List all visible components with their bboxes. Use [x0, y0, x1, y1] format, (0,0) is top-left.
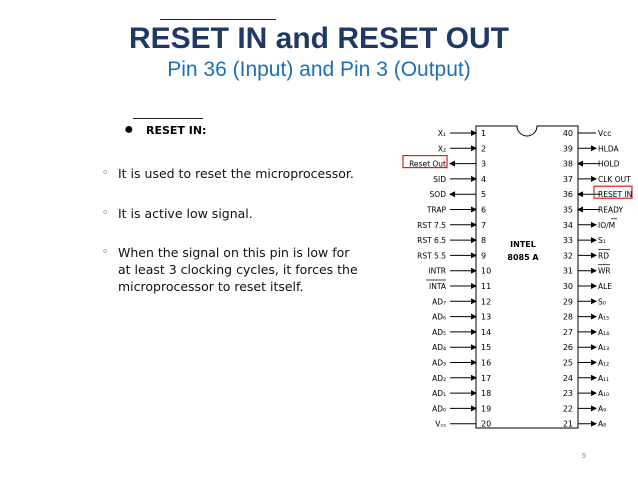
pin-name-left: INTR	[428, 266, 446, 276]
pin-name-right: A₁₂	[598, 358, 610, 368]
pin-number-right: 39	[562, 144, 573, 154]
pin-name-left: RST 6.5	[417, 236, 446, 246]
pin-number-right: 24	[562, 373, 573, 383]
point-marker: ◦	[102, 206, 109, 219]
point-text: It is used to reset the microprocessor.	[118, 166, 354, 181]
pin-number-left: 13	[481, 312, 492, 322]
pin-number-right: 36	[562, 190, 573, 200]
pin-number-left: 7	[481, 220, 487, 230]
pin-name-right: A₁₁	[598, 373, 610, 383]
pin-number-right: 30	[562, 282, 573, 291]
pin-number-right: 40	[562, 129, 573, 138]
point-text: When the signal on this pin is low for at least 3 clocking cycles, it forces the microprocessor to reset itself.	[118, 245, 358, 294]
chip-label-line1: INTEL	[510, 240, 536, 249]
page-number: 5	[582, 453, 586, 460]
pin-name-left: INTA	[429, 282, 446, 291]
pin-name-right: S₀	[598, 297, 606, 307]
pin-number-right: 33	[562, 236, 573, 246]
pin-name-left: AD₇	[432, 297, 446, 307]
pin-number-left: 12	[481, 297, 492, 307]
pin-name-right: Vcc	[598, 129, 612, 138]
pin-number-right: 34	[562, 220, 573, 230]
pin-number-left: 20	[481, 419, 492, 429]
point-marker: ◦	[102, 245, 109, 258]
pin-name-right: HOLD	[598, 159, 620, 169]
point-text: It is active low signal.	[118, 206, 253, 221]
pin-name-left: RST 5.5	[417, 251, 446, 261]
pin-name-left: TRAP	[426, 205, 446, 215]
pin-number-left: 18	[481, 389, 492, 399]
pin-number-right: 35	[562, 205, 573, 215]
pin-name-left: X₂	[437, 144, 446, 154]
pin-number-left: 8	[481, 236, 487, 246]
pin-number-left: 17	[481, 373, 492, 383]
pin-number-right: 38	[562, 159, 573, 169]
pin-number-left: 15	[481, 343, 492, 353]
slide-title: RESET IN and RESET OUT	[128, 22, 510, 55]
pin-name-right: S₁	[598, 236, 606, 246]
pin-name-right: A₁₀	[598, 389, 610, 399]
pin-number-right: 22	[562, 404, 573, 414]
pin-number-right: 23	[562, 389, 573, 399]
pin-name-left: AD₆	[432, 312, 446, 322]
pin-name-right: RESET IN	[598, 190, 633, 200]
pin-name-right: READY	[598, 205, 624, 215]
pin-name-left: AD₀	[432, 404, 446, 414]
point-marker: ◦	[102, 166, 109, 179]
pin-name-left: AD₂	[432, 373, 446, 383]
pin-number-left: 3	[481, 159, 487, 169]
pin-number-left: 4	[481, 174, 487, 184]
pin-name-left: AD₁	[432, 389, 446, 399]
pin-name-right: A₁₅	[598, 312, 610, 322]
pin-number-right: 27	[562, 327, 573, 337]
pin-name-left: SID	[433, 174, 446, 184]
pin-number-right: 29	[562, 297, 573, 307]
pin-name-left: X₁	[437, 129, 446, 138]
pin-number-left: 1	[481, 129, 487, 138]
pin-name-left: Reset Out	[409, 159, 446, 169]
pin-name-left: AD₅	[432, 327, 446, 337]
pin-name-left: SOD	[429, 190, 446, 200]
pin-name-right: HLDA	[598, 144, 619, 154]
pin-name-right: RD	[598, 251, 609, 261]
pin-number-left: 9	[481, 251, 487, 261]
pin-name-left: Vₛₛ	[435, 419, 446, 429]
bullet-dot: ●	[124, 121, 134, 138]
pin-number-right: 28	[562, 312, 573, 322]
pin-name-right: A₉	[598, 404, 607, 414]
pin-number-right: 25	[562, 358, 573, 368]
pin-number-left: 10	[481, 266, 492, 276]
pin-number-left: 5	[481, 190, 487, 200]
pin-number-left: 16	[481, 358, 492, 368]
pin-name-right: A₈	[598, 419, 607, 429]
bullet-heading: RESET IN:	[146, 124, 207, 137]
pin-number-left: 2	[481, 144, 487, 154]
pin-number-left: 14	[481, 327, 492, 337]
pin-name-right: IO/M	[598, 220, 616, 230]
pin-number-right: 37	[562, 174, 573, 184]
pin-number-left: 6	[481, 205, 487, 215]
pin-number-right: 32	[562, 251, 573, 261]
pin-number-right: 21	[562, 419, 573, 429]
pin-name-right: A₁₃	[598, 343, 610, 353]
pin-name-right: WR	[598, 266, 611, 276]
pin-number-left: 11	[481, 282, 492, 291]
chip-label-line2: 8085 A	[507, 253, 539, 262]
pin-number-right: 26	[562, 343, 573, 353]
pin-name-left: AD₃	[432, 358, 446, 368]
pin-name-right: ALE	[598, 282, 613, 291]
slide-subtitle: Pin 36 (Input) and Pin 3 (Output)	[167, 58, 471, 81]
pin-name-left: RST 7.5	[417, 220, 446, 230]
pin-name-right: CLK OUT	[598, 174, 631, 184]
pin-name-right: A₁₄	[598, 327, 610, 337]
pin-number-left: 19	[481, 404, 492, 414]
pin-name-left: AD₄	[432, 343, 446, 353]
pin-number-right: 31	[562, 266, 573, 276]
